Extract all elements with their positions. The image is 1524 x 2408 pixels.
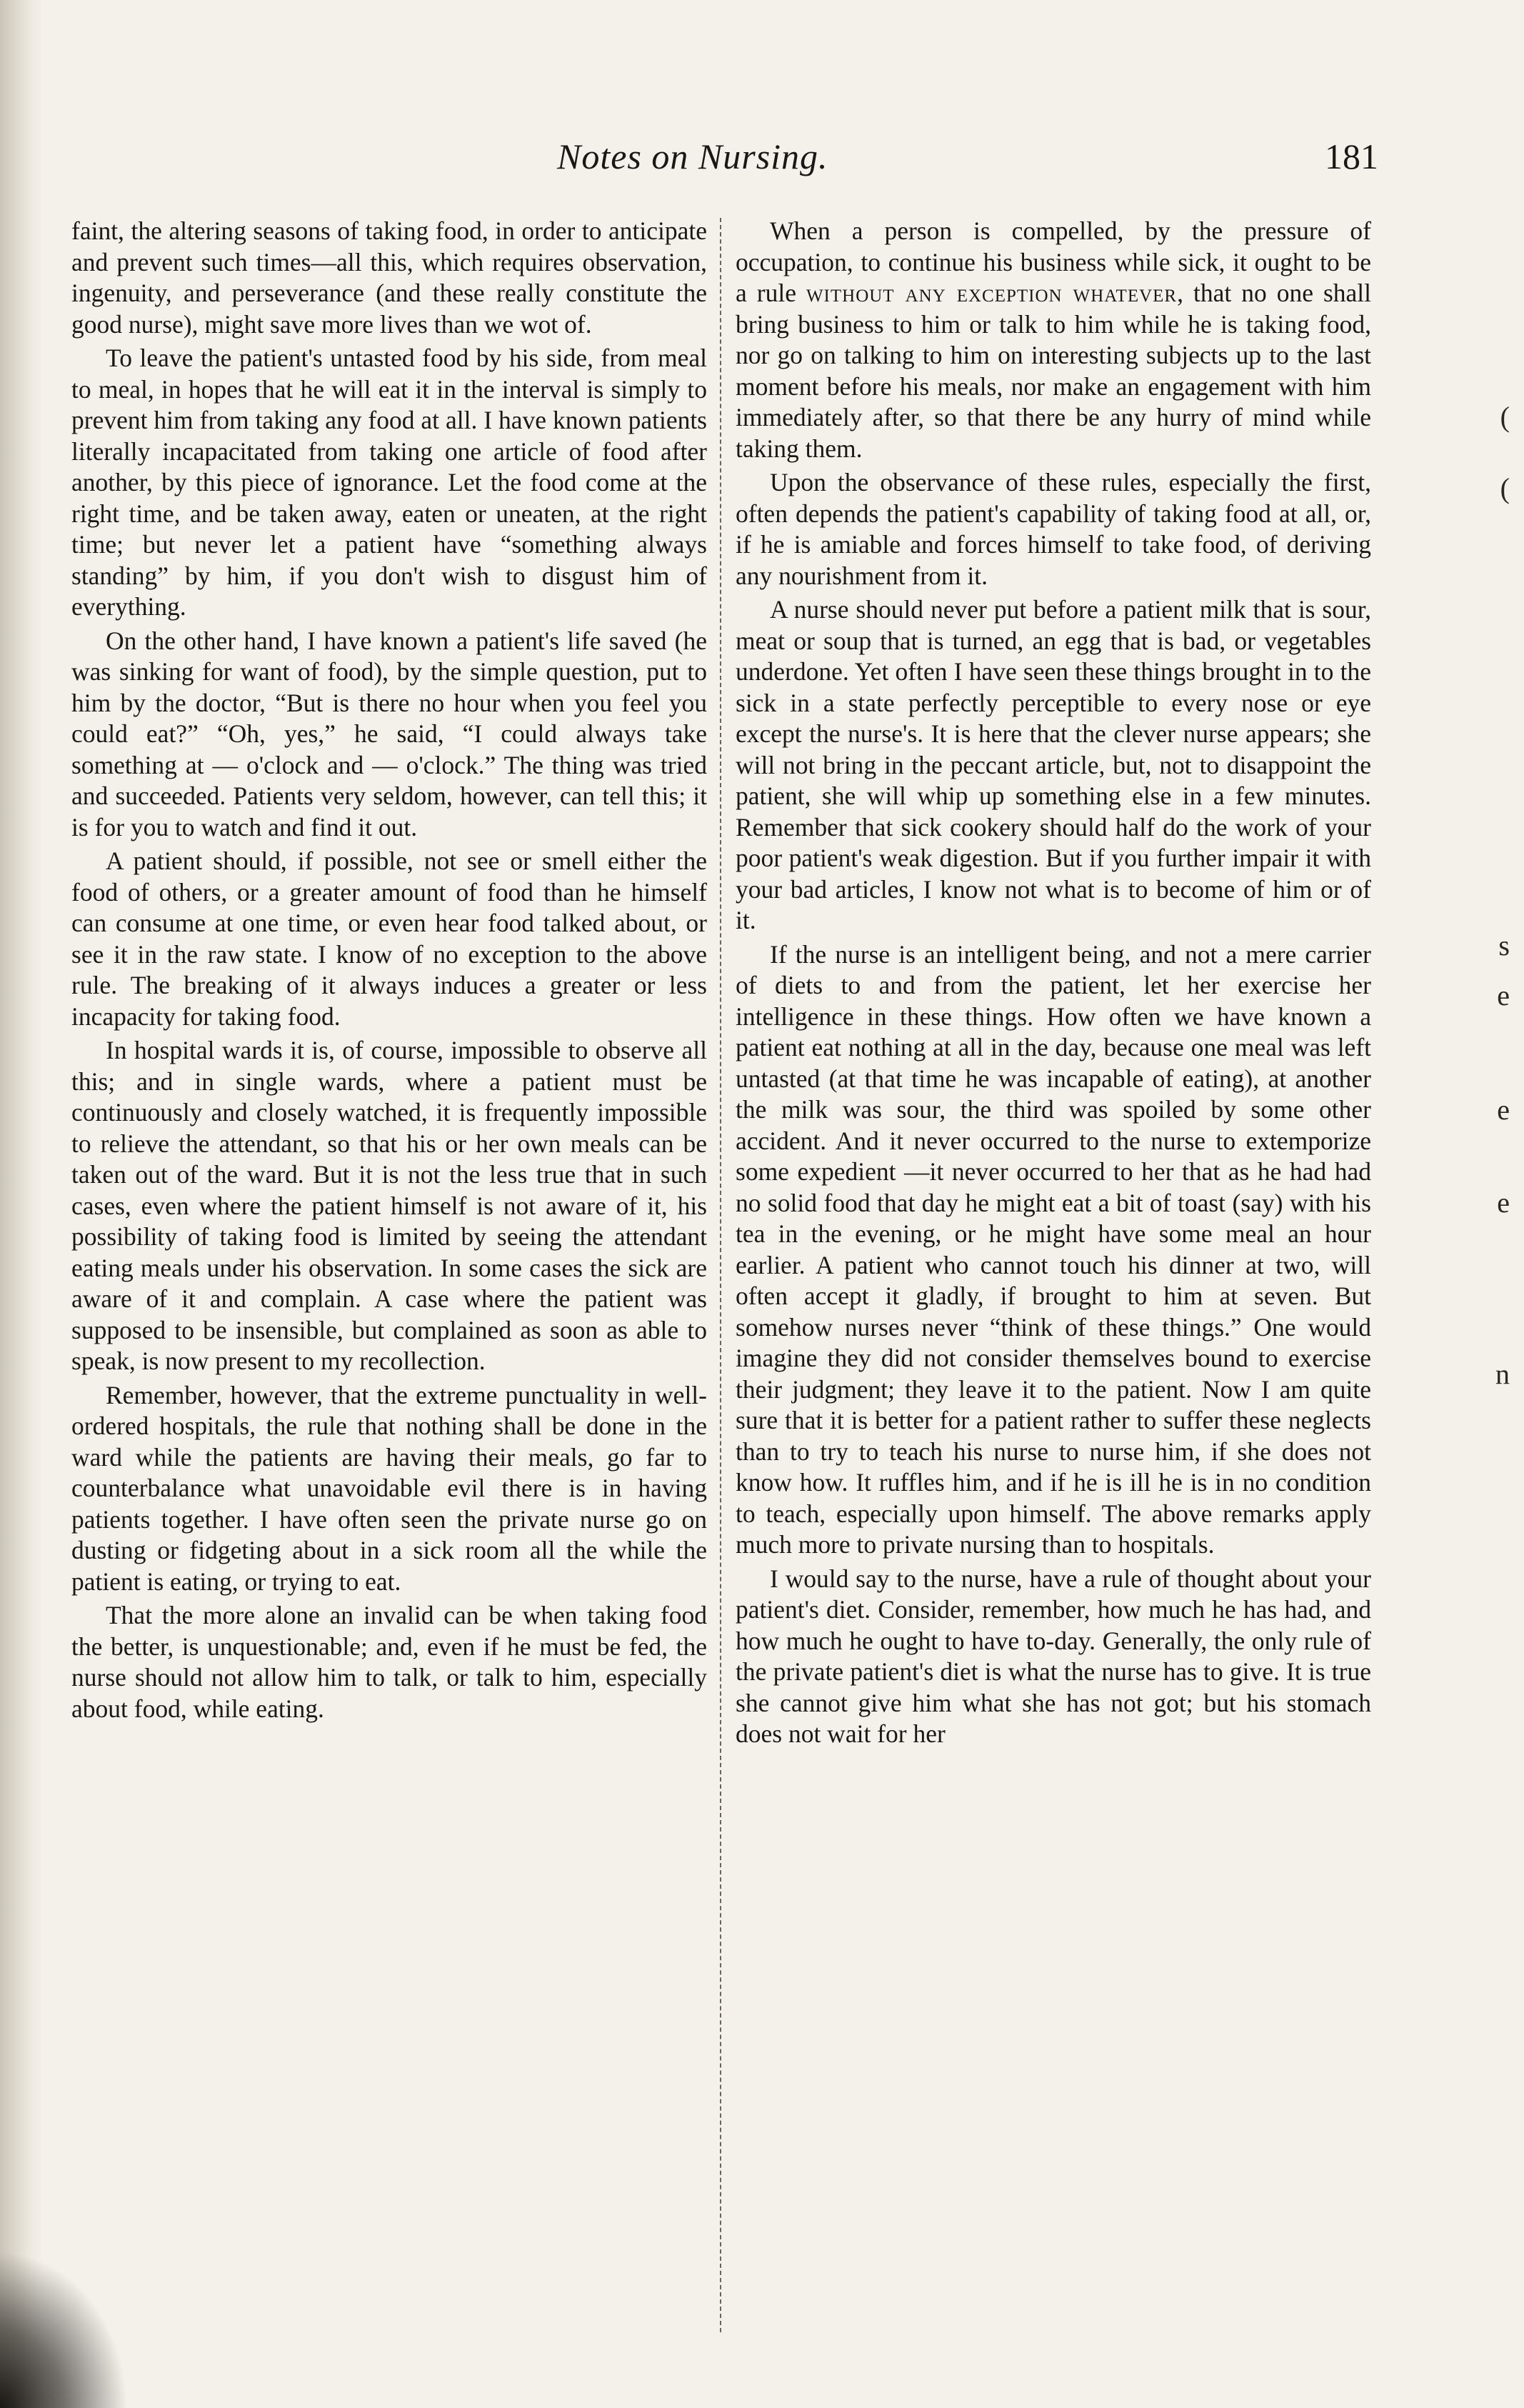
margin-fragment: n bbox=[1495, 1358, 1510, 1390]
right-column bbox=[736, 216, 1371, 1750]
paragraph: To leave the patient's untasted food by his side, from meal to meal, in hopes that he will eat it in the interval is simply to prevent him from taking any food at all. I have known patients literally incapacitated from taking one article of food after another, by this piece of ignorance. Let the food come at the right time, and be taken away, eaten or uneaten, at the right time; but never let a patient have “something always standing” by him, if you don't wish to disgust him of everything. bbox=[71, 344, 707, 621]
margin-fragment: ( bbox=[1500, 472, 1510, 504]
paragraph bbox=[736, 216, 1371, 464]
page-number: 181 bbox=[1325, 136, 1378, 176]
page-gutter-shadow bbox=[0, 0, 43, 2408]
margin-fragment: e bbox=[1497, 1186, 1510, 1219]
paragraph: In hospital wards it is, of course, impossible to observe all this; and in single wards, where a patient must be continuously and closely watched, it is frequently impossible to relieve the attendant, so that his or her own meals can be taken out of the ward. But it is not the less true that in such cases, even where the patient himself is not aware of it, his possibility of taking food is limited by seeing the attendant eating meals under his observation. In some cases the sick are aware of it and complain. A case where the patient was supposed to be insensible, but complained as soon as able to speak, is now present to my recollection. bbox=[71, 1036, 707, 1375]
emphasis-small-caps: without any exception whatever bbox=[806, 279, 1178, 307]
paragraph: Remember, however, that the extreme punctuality in well-ordered hospitals, the rule that nothing shall be done in the ward while the patients are having their meals, go far to counterbalance what unavoidable evil there is in having patients together. I have often seen the private nurse go on dusting or fidgeting about in a sick room all the while the patient is eating, or trying to eat. bbox=[71, 1380, 707, 1596]
margin-fragment: e bbox=[1497, 1094, 1510, 1126]
paragraph: If the nurse is an intelligent being, and not a mere carrier of diets to and from the patient, let her exercise her intelligence in these things. How often we have known a patient eat nothing at all in the day, because one meal was left untasted (at that time he was incapable of eating), at another the milk was sour, the third was spoiled by some other accident. And it never occurred to the nurse to extemporize some expedient —it never occurred to her that as he had had no solid food that day he might eat a bit of toast (say) with his tea in the evening, or he might have some meal an hour earlier. A patient who cannot touch his dinner at two, will often accept it gladly, if brought to him at seven. But somehow nurses never “think of these things.” One would imagine they did not consider themselves bound to exercise their judgment; they leave it to the patient. Now I am quite sure that it is better for a patient rather to suffer these neglects than to try to teach his nurse to nurse him, if she does not know how. It ruffles him, and if he is ill he is in no condition to teach, especially upon himself. The above remarks apply much more to private nursing than to hospitals. bbox=[736, 939, 1371, 1559]
paragraph-text: , that no one shall bring business to him or talk to him while he is taking food, nor go on talking to him on interesting subjects up to the last moment before his meals, nor make an engagement with him immediately after, so that there be any hurry of mind while taking them. bbox=[736, 279, 1371, 463]
paragraph-text: When a person is compelled, by the pressure of occupation, to continue his business while sick, it ought to be a rule bbox=[736, 216, 1371, 307]
paragraph: That the more alone an invalid can be when taking food the better, is unquestionable; and, even if he must be fed, the nurse should not allow him to talk, or talk to him, especially about food, while eating. bbox=[71, 1601, 707, 1723]
margin-fragment: ( bbox=[1500, 401, 1510, 433]
paragraph: Upon the observance of these rules, especially the first, often depends the patient's capability of taking food at all, or, if he is amiable and forces himself to take food, of deriving any nourishment from it. bbox=[736, 468, 1371, 590]
paragraph: On the other hand, I have known a patient's life saved (he was sinking for want of food), by the simple question, put to him by the doctor, “But is there no hour when you feel you could eat?” “Oh, yes,” he said, “I could always take something at — o'clock and — o'clock.” The thing was tried and succeeded. Patients very seldom, however, can tell this; it is for you to watch and find it out. bbox=[71, 626, 707, 841]
running-title: Notes on Nursing. bbox=[557, 136, 828, 176]
page-header bbox=[71, 136, 1378, 200]
column-divider bbox=[720, 218, 721, 2332]
paragraph: I would say to the nurse, have a rule of thought about your patient's diet. Consider, remember, how much he has had, and how much he ought to have to-day. Generally, the only rule of the private patient's diet is what the nurse has to give. It is true she cannot give him what she has not got; but his stomach does not wait for her bbox=[736, 1564, 1371, 1748]
margin-fragment: e bbox=[1497, 979, 1510, 1011]
page-corner-shadow bbox=[0, 2251, 129, 2408]
paragraph: A nurse should never put before a patient milk that is sour, meat or soup that is turned, an egg that is bad, or vegetables underdone. Yet often I have seen these things brought in to the sick in a state perfectly perceptible to every nose or eye except the nurse's. It is here that the clever nurse appears; she will not bring in the peccant article, but, not to disappoint the patient, she will whip up something else in a few minutes. Remember that sick cookery should half do the work of your poor patient's weak digestion. But if you further impair it with your bad articles, I know not what is to become of him or of it. bbox=[736, 595, 1371, 934]
left-column bbox=[71, 216, 707, 1724]
paragraph: A patient should, if possible, not see or smell either the food of others, or a greater amount of food than he himself can consume at one time, or even hear food talked about, or see it in the raw state. I know of no exception to the above rule. The breaking of it always induces a greater or less incapacity for taking food. bbox=[71, 846, 707, 1031]
facing-page-edge bbox=[1460, 0, 1524, 2408]
margin-fragment: s bbox=[1498, 929, 1510, 961]
paragraph: faint, the altering seasons of taking food, in order to anticipate and prevent such times—all this, which requires observation, ingenuity, and perseverance (and these really constitute the good nurse), might save more lives than we wot of. bbox=[71, 216, 707, 339]
